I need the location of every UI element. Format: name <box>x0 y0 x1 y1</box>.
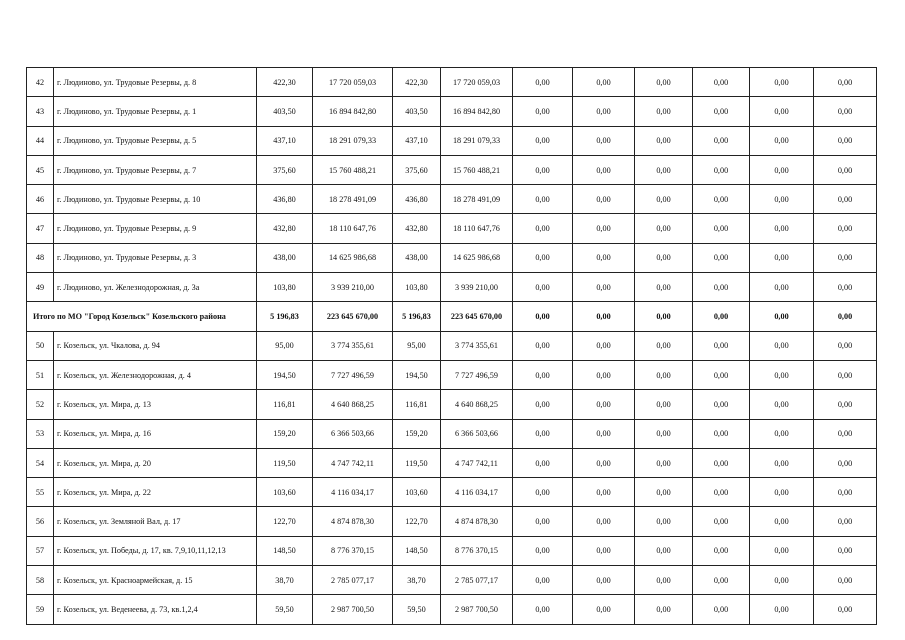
area-cell: 119,50 <box>393 448 441 477</box>
value-cell: 0,00 <box>573 302 635 331</box>
address-cell: г. Людиново, ул. Железнодорожная, д. 3а <box>54 273 257 302</box>
value-cell: 0,00 <box>750 126 814 155</box>
value-cell: 0,00 <box>693 595 750 624</box>
area-cell: 437,10 <box>393 126 441 155</box>
value-cell: 0,00 <box>693 243 750 272</box>
value-cell: 0,00 <box>693 214 750 243</box>
row-number: 59 <box>27 595 54 624</box>
value-cell: 0,00 <box>635 302 693 331</box>
address-cell: г. Козельск, ул. Мира, д. 13 <box>54 390 257 419</box>
cost-cell: 7 727 496,59 <box>441 360 513 389</box>
value-cell: 0,00 <box>513 97 573 126</box>
cost-cell: 4 747 742,11 <box>313 448 393 477</box>
value-cell: 0,00 <box>635 390 693 419</box>
value-cell: 0,00 <box>693 273 750 302</box>
row-number: 53 <box>27 419 54 448</box>
value-cell: 0,00 <box>513 536 573 565</box>
row-number: 57 <box>27 536 54 565</box>
cost-cell: 18 291 079,33 <box>313 126 393 155</box>
area-cell: 375,60 <box>257 155 313 184</box>
value-cell: 0,00 <box>814 273 877 302</box>
value-cell: 0,00 <box>814 360 877 389</box>
value-cell: 0,00 <box>635 507 693 536</box>
value-cell: 0,00 <box>814 97 877 126</box>
cost-cell: 17 720 059,03 <box>441 68 513 97</box>
value-cell: 0,00 <box>814 302 877 331</box>
row-number: 42 <box>27 68 54 97</box>
value-cell: 0,00 <box>814 68 877 97</box>
address-cell: г. Козельск, ул. Мира, д. 16 <box>54 419 257 448</box>
area-cell: 95,00 <box>393 331 441 360</box>
value-cell: 0,00 <box>513 448 573 477</box>
value-cell: 0,00 <box>573 214 635 243</box>
row-number: 46 <box>27 185 54 214</box>
value-cell: 0,00 <box>513 419 573 448</box>
area-cell: 103,60 <box>393 478 441 507</box>
value-cell: 0,00 <box>750 536 814 565</box>
value-cell: 0,00 <box>635 243 693 272</box>
area-cell: 116,81 <box>393 390 441 419</box>
table-row <box>27 68 877 97</box>
table-row <box>27 390 877 419</box>
row-number: 58 <box>27 566 54 595</box>
area-cell: 422,30 <box>257 68 313 97</box>
value-cell: 0,00 <box>573 273 635 302</box>
value-cell: 0,00 <box>814 419 877 448</box>
area-cell: 95,00 <box>257 331 313 360</box>
value-cell: 0,00 <box>814 478 877 507</box>
table-row <box>27 360 877 389</box>
area-cell: 38,70 <box>393 566 441 595</box>
address-cell: г. Людиново, ул. Трудовые Резервы, д. 3 <box>54 243 257 272</box>
value-cell: 0,00 <box>693 68 750 97</box>
cost-cell: 16 894 842,80 <box>313 97 393 126</box>
value-cell: 0,00 <box>750 155 814 184</box>
address-cell: г. Людиново, ул. Трудовые Резервы, д. 1 <box>54 97 257 126</box>
table-row <box>27 97 877 126</box>
value-cell: 0,00 <box>513 185 573 214</box>
table-row <box>27 155 877 184</box>
value-cell: 0,00 <box>513 390 573 419</box>
value-cell: 0,00 <box>750 507 814 536</box>
row-number: 44 <box>27 126 54 155</box>
area-cell: 403,50 <box>393 97 441 126</box>
value-cell: 0,00 <box>573 97 635 126</box>
cost-cell: 3 774 355,61 <box>313 331 393 360</box>
total-label: Итого по МО "Город Козельск" Козельского района <box>27 302 257 331</box>
value-cell: 0,00 <box>513 126 573 155</box>
area-cell: 122,70 <box>257 507 313 536</box>
value-cell: 0,00 <box>814 448 877 477</box>
address-cell: г. Козельск, ул. Победы, д. 17, кв. 7,9,10,11,12,13 <box>54 536 257 565</box>
value-cell: 0,00 <box>814 185 877 214</box>
value-cell: 0,00 <box>750 331 814 360</box>
value-cell: 0,00 <box>573 68 635 97</box>
area-cell: 432,80 <box>257 214 313 243</box>
address-cell: г. Людиново, ул. Трудовые Резервы, д. 5 <box>54 126 257 155</box>
value-cell: 0,00 <box>573 448 635 477</box>
area-cell: 438,00 <box>393 243 441 272</box>
area-cell: 194,50 <box>393 360 441 389</box>
row-number: 45 <box>27 155 54 184</box>
row-number: 54 <box>27 448 54 477</box>
total-row <box>27 302 877 331</box>
cost-cell: 17 720 059,03 <box>313 68 393 97</box>
table-row <box>27 185 877 214</box>
table-row <box>27 214 877 243</box>
cost-cell: 4 640 868,25 <box>441 390 513 419</box>
area-cell: 159,20 <box>257 419 313 448</box>
value-cell: 0,00 <box>750 448 814 477</box>
cost-cell: 3 939 210,00 <box>313 273 393 302</box>
table-row <box>27 507 877 536</box>
cost-cell: 2 785 077,17 <box>441 566 513 595</box>
area-cell: 194,50 <box>257 360 313 389</box>
table-row <box>27 566 877 595</box>
value-cell: 0,00 <box>693 97 750 126</box>
table-row <box>27 126 877 155</box>
area-cell: 103,80 <box>393 273 441 302</box>
cost-cell: 18 291 079,33 <box>441 126 513 155</box>
value-cell: 0,00 <box>635 97 693 126</box>
cost-cell: 18 278 491,09 <box>441 185 513 214</box>
area-cell: 103,80 <box>257 273 313 302</box>
area-cell: 116,81 <box>257 390 313 419</box>
value-cell: 0,00 <box>513 302 573 331</box>
row-number: 52 <box>27 390 54 419</box>
value-cell: 0,00 <box>693 536 750 565</box>
cost-cell: 2 785 077,17 <box>313 566 393 595</box>
value-cell: 0,00 <box>693 302 750 331</box>
value-cell: 0,00 <box>750 185 814 214</box>
address-cell: г. Людиново, ул. Трудовые Резервы, д. 8 <box>54 68 257 97</box>
address-cell: г. Людиново, ул. Трудовые Резервы, д. 10 <box>54 185 257 214</box>
row-number: 50 <box>27 331 54 360</box>
value-cell: 0,00 <box>693 126 750 155</box>
value-cell: 0,00 <box>750 390 814 419</box>
value-cell: 0,00 <box>513 595 573 624</box>
value-cell: 0,00 <box>573 595 635 624</box>
value-cell: 0,00 <box>814 214 877 243</box>
address-cell: г. Козельск, ул. Мира, д. 20 <box>54 448 257 477</box>
value-cell: 0,00 <box>750 97 814 126</box>
row-number: 48 <box>27 243 54 272</box>
value-cell: 0,00 <box>750 595 814 624</box>
value-cell: 0,00 <box>635 68 693 97</box>
address-cell: г. Людиново, ул. Трудовые Резервы, д. 9 <box>54 214 257 243</box>
value-cell: 0,00 <box>750 360 814 389</box>
area-cell: 438,00 <box>257 243 313 272</box>
value-cell: 0,00 <box>693 155 750 184</box>
row-number: 49 <box>27 273 54 302</box>
cost-cell: 18 278 491,09 <box>313 185 393 214</box>
value-cell: 0,00 <box>814 331 877 360</box>
address-cell: г. Козельск, ул. Красноармейская, д. 15 <box>54 566 257 595</box>
value-cell: 0,00 <box>573 478 635 507</box>
area-cell: 432,80 <box>393 214 441 243</box>
table-row <box>27 273 877 302</box>
value-cell: 0,00 <box>635 214 693 243</box>
cost-cell: 15 760 488,21 <box>441 155 513 184</box>
cost-cell: 4 116 034,17 <box>441 478 513 507</box>
cost-cell: 8 776 370,15 <box>313 536 393 565</box>
value-cell: 0,00 <box>513 243 573 272</box>
value-cell: 0,00 <box>750 566 814 595</box>
area-cell: 5 196,83 <box>257 302 313 331</box>
area-cell: 119,50 <box>257 448 313 477</box>
cost-cell: 16 894 842,80 <box>441 97 513 126</box>
value-cell: 0,00 <box>513 68 573 97</box>
cost-cell: 4 874 878,30 <box>441 507 513 536</box>
address-cell: г. Козельск, ул. Веденеева, д. 73, кв.1,2,4 <box>54 595 257 624</box>
value-cell: 0,00 <box>814 507 877 536</box>
address-cell: г. Козельск, ул. Земляной Вал, д. 17 <box>54 507 257 536</box>
value-cell: 0,00 <box>814 126 877 155</box>
cost-cell: 4 747 742,11 <box>441 448 513 477</box>
value-cell: 0,00 <box>750 243 814 272</box>
value-cell: 0,00 <box>635 155 693 184</box>
cost-cell: 7 727 496,59 <box>313 360 393 389</box>
value-cell: 0,00 <box>635 126 693 155</box>
cost-cell: 3 939 210,00 <box>441 273 513 302</box>
value-cell: 0,00 <box>635 419 693 448</box>
value-cell: 0,00 <box>814 566 877 595</box>
area-cell: 38,70 <box>257 566 313 595</box>
table-row <box>27 448 877 477</box>
area-cell: 148,50 <box>257 536 313 565</box>
value-cell: 0,00 <box>750 214 814 243</box>
value-cell: 0,00 <box>513 273 573 302</box>
value-cell: 0,00 <box>573 243 635 272</box>
value-cell: 0,00 <box>513 214 573 243</box>
value-cell: 0,00 <box>635 360 693 389</box>
cost-cell: 18 110 647,76 <box>313 214 393 243</box>
row-number: 56 <box>27 507 54 536</box>
address-cell: г. Козельск, ул. Чкалова, д. 94 <box>54 331 257 360</box>
value-cell: 0,00 <box>635 566 693 595</box>
cost-cell: 18 110 647,76 <box>441 214 513 243</box>
area-cell: 103,60 <box>257 478 313 507</box>
row-number: 51 <box>27 360 54 389</box>
area-cell: 5 196,83 <box>393 302 441 331</box>
table-row <box>27 419 877 448</box>
value-cell: 0,00 <box>513 478 573 507</box>
value-cell: 0,00 <box>750 302 814 331</box>
area-cell: 436,80 <box>393 185 441 214</box>
value-cell: 0,00 <box>693 185 750 214</box>
cost-cell: 8 776 370,15 <box>441 536 513 565</box>
cost-cell: 4 640 868,25 <box>313 390 393 419</box>
area-cell: 422,30 <box>393 68 441 97</box>
value-cell: 0,00 <box>814 155 877 184</box>
row-number: 55 <box>27 478 54 507</box>
value-cell: 0,00 <box>814 595 877 624</box>
address-cell: г. Козельск, ул. Железнодорожная, д. 4 <box>54 360 257 389</box>
cost-cell: 3 774 355,61 <box>441 331 513 360</box>
value-cell: 0,00 <box>635 331 693 360</box>
table-row <box>27 243 877 272</box>
table-row <box>27 331 877 360</box>
cost-cell: 223 645 670,00 <box>313 302 393 331</box>
value-cell: 0,00 <box>573 507 635 536</box>
value-cell: 0,00 <box>693 448 750 477</box>
value-cell: 0,00 <box>693 390 750 419</box>
value-cell: 0,00 <box>693 566 750 595</box>
value-cell: 0,00 <box>750 273 814 302</box>
value-cell: 0,00 <box>573 536 635 565</box>
cost-cell: 6 366 503,66 <box>313 419 393 448</box>
value-cell: 0,00 <box>635 536 693 565</box>
value-cell: 0,00 <box>573 126 635 155</box>
value-cell: 0,00 <box>635 273 693 302</box>
table-row <box>27 536 877 565</box>
cost-cell: 6 366 503,66 <box>441 419 513 448</box>
value-cell: 0,00 <box>693 419 750 448</box>
register-table <box>26 67 877 625</box>
cost-cell: 4 116 034,17 <box>313 478 393 507</box>
cost-cell: 14 625 986,68 <box>441 243 513 272</box>
area-cell: 122,70 <box>393 507 441 536</box>
value-cell: 0,00 <box>814 390 877 419</box>
address-cell: г. Козельск, ул. Мира, д. 22 <box>54 478 257 507</box>
cost-cell: 14 625 986,68 <box>313 243 393 272</box>
value-cell: 0,00 <box>635 185 693 214</box>
value-cell: 0,00 <box>513 155 573 184</box>
value-cell: 0,00 <box>635 478 693 507</box>
value-cell: 0,00 <box>513 331 573 360</box>
value-cell: 0,00 <box>750 419 814 448</box>
cost-cell: 4 874 878,30 <box>313 507 393 536</box>
area-cell: 148,50 <box>393 536 441 565</box>
value-cell: 0,00 <box>693 331 750 360</box>
value-cell: 0,00 <box>693 507 750 536</box>
area-cell: 436,80 <box>257 185 313 214</box>
cost-cell: 223 645 670,00 <box>441 302 513 331</box>
value-cell: 0,00 <box>573 566 635 595</box>
value-cell: 0,00 <box>513 507 573 536</box>
table-row <box>27 478 877 507</box>
value-cell: 0,00 <box>750 68 814 97</box>
value-cell: 0,00 <box>573 155 635 184</box>
row-number: 47 <box>27 214 54 243</box>
cost-cell: 15 760 488,21 <box>313 155 393 184</box>
value-cell: 0,00 <box>814 536 877 565</box>
area-cell: 59,50 <box>257 595 313 624</box>
value-cell: 0,00 <box>513 360 573 389</box>
area-cell: 159,20 <box>393 419 441 448</box>
table-row <box>27 595 877 624</box>
value-cell: 0,00 <box>635 595 693 624</box>
row-number: 43 <box>27 97 54 126</box>
area-cell: 59,50 <box>393 595 441 624</box>
value-cell: 0,00 <box>573 331 635 360</box>
area-cell: 437,10 <box>257 126 313 155</box>
value-cell: 0,00 <box>635 448 693 477</box>
value-cell: 0,00 <box>693 478 750 507</box>
area-cell: 375,60 <box>393 155 441 184</box>
value-cell: 0,00 <box>573 360 635 389</box>
value-cell: 0,00 <box>573 419 635 448</box>
cost-cell: 2 987 700,50 <box>313 595 393 624</box>
value-cell: 0,00 <box>513 566 573 595</box>
address-cell: г. Людиново, ул. Трудовые Резервы, д. 7 <box>54 155 257 184</box>
value-cell: 0,00 <box>573 390 635 419</box>
value-cell: 0,00 <box>693 360 750 389</box>
area-cell: 403,50 <box>257 97 313 126</box>
value-cell: 0,00 <box>814 243 877 272</box>
value-cell: 0,00 <box>750 478 814 507</box>
cost-cell: 2 987 700,50 <box>441 595 513 624</box>
value-cell: 0,00 <box>573 185 635 214</box>
